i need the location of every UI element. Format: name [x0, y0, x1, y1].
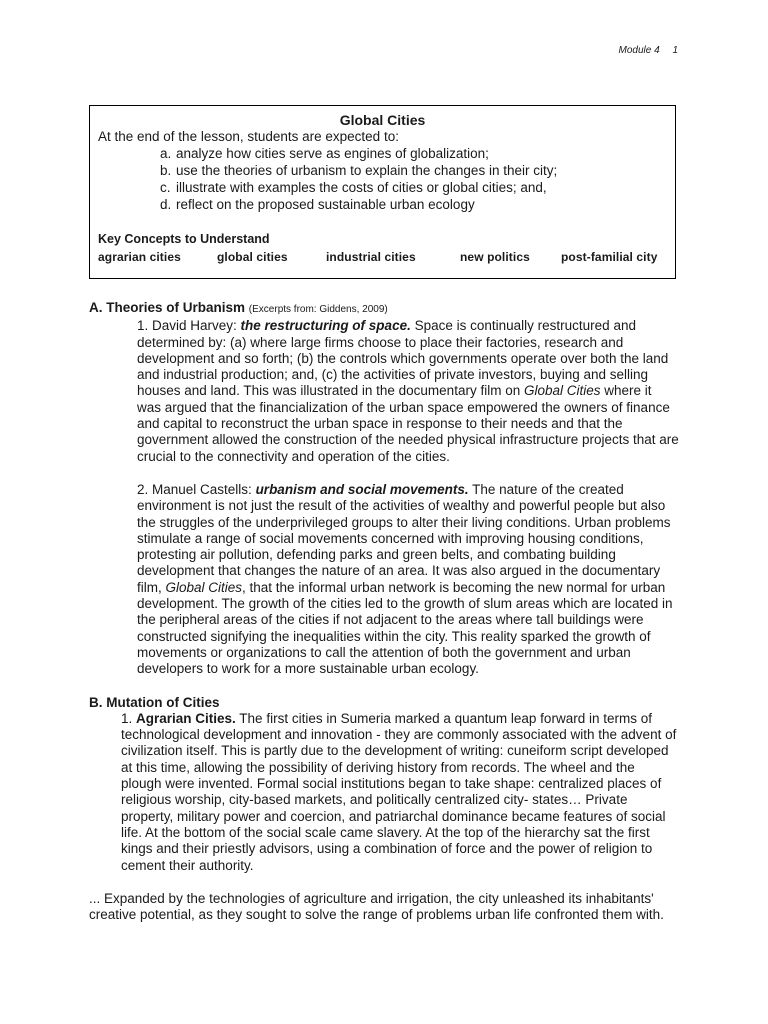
lesson-objectives-box [89, 105, 676, 279]
paragraph-text: The first cities in Sumeria marked a quantum leap forward in terms of technological development and innovation - they are commonly associated with the advent of civilization itself. This is partly due to the development of writing: cuneiform script developed at this time, allowing the possibility of deriving history from records. The wheel and the plough were invented. Formal social institutions began to take shape: centralized places of religious worship, city-based markets, and politically centralized city- states… Private property, military power and coercion, and patriarchal dominance became features of social life. At the bottom of the social scale came slavery. At the top of the hierarchy sat the first kings and their priestly advisors, using a combination of force and the power of religion to cement their authority. [121, 710, 677, 873]
key-concept: agrarian cities [98, 250, 181, 264]
key-concept: new politics [460, 250, 530, 264]
emphasis-text: the restructuring of space. [240, 318, 411, 334]
page-number: 1 [672, 45, 678, 56]
objective-text: illustrate with examples the costs of cities or global cities; and, [176, 180, 547, 195]
objective-letter: a. [160, 146, 172, 161]
emphasis-text: urbanism and social movements. [255, 481, 469, 497]
page-header [609, 45, 678, 56]
agrarian-paragraph [89, 711, 679, 874]
objective-text: analyze how cities serve as engines of globalization; [176, 146, 489, 161]
objective-text: reflect on the proposed sustainable urban ecology [176, 197, 475, 212]
section-b-heading: B. Mutation of Cities [89, 694, 220, 710]
objectives-intro: At the end of the lesson, students are expected to: [98, 129, 399, 144]
key-concept: post-familial city [561, 250, 658, 264]
key-concept: global cities [217, 250, 288, 264]
paragraph-lead: 1. David Harvey: [137, 318, 241, 334]
paragraph-text: where it was argued that the financialization of the urban space empowered the owners of finance and capital to reconstruct the urban space in response to their needs and that the government allowed the construction of the needed physical infrastructure projects that are crucial to the connectivity and operation of the cities. [137, 383, 679, 464]
paragraph-text: , that the informal urban network is becoming the new normal for urban development. The growth of the cities led to the growth of slum areas which are located in the peripheral areas of the cities if not adjacent to the areas where tall buildings were constructed signifying the inequalities within the city. This reality sparked the growth of movements or organizations to call the attention of both the government and urban developers to work for a more sustainable urban ecology. [137, 579, 673, 677]
module-label: Module 4 [618, 45, 660, 56]
objective-item [160, 179, 667, 196]
paragraph-text: Space is continually restructured and determined by: (a) where large firms choose to place their factories, research and development and so forth; (b) the controls which governments operate over both the land and industrial production; and, (c) the activities of private investors, buying and selling houses and land. This was illustrated in the documentary film on [137, 318, 669, 399]
key-concepts-row [98, 249, 667, 265]
key-concept: industrial cities [326, 250, 416, 264]
objective-letter: d. [160, 197, 172, 212]
objective-item [160, 162, 667, 179]
paragraph-lead: 1. [121, 710, 137, 726]
objective-item [160, 196, 667, 213]
film-title: Global Cities [165, 579, 243, 595]
harvey-paragraph [89, 318, 679, 465]
box-title: Global Cities [339, 112, 426, 128]
objective-letter: b. [160, 163, 172, 178]
section-a-title: A. Theories of Urbanism [89, 300, 246, 315]
objective-text: use the theories of urbanism to explain the changes in their city; [176, 163, 558, 178]
castells-paragraph [89, 482, 679, 678]
objective-item [160, 145, 667, 162]
objective-letter: c. [160, 180, 171, 195]
paragraph-lead: 2. Manuel Castells: [137, 481, 256, 497]
film-title: Global Cities [523, 383, 601, 399]
main-content [89, 300, 679, 923]
key-concepts-title: Key Concepts to Understand [98, 232, 270, 246]
section-a-heading [89, 300, 679, 318]
objectives-list [98, 145, 667, 213]
paragraph-text: The nature of the created environment is not just the result of the activities of wealthy and powerful people but also the struggles of the underprivileged groups to alter their living conditions. Urban problems stimulate a range of social movements concerned with improving housing conditions, protesting air pollution, defending parks and green belts, and combating building development that changes the nature of an area. It was also argued in the documentary film, [137, 481, 671, 595]
expansion-paragraph: ... Expanded by the technologies of agriculture and irrigation, the city unleashed its inhabitants' creative potential, as they sought to solve the range of problems urban life confronted them with. [89, 890, 664, 923]
section-a-source: (Excerpts from: Giddens, 2009) [248, 304, 388, 315]
emphasis-text: Agrarian Cities. [136, 710, 236, 726]
